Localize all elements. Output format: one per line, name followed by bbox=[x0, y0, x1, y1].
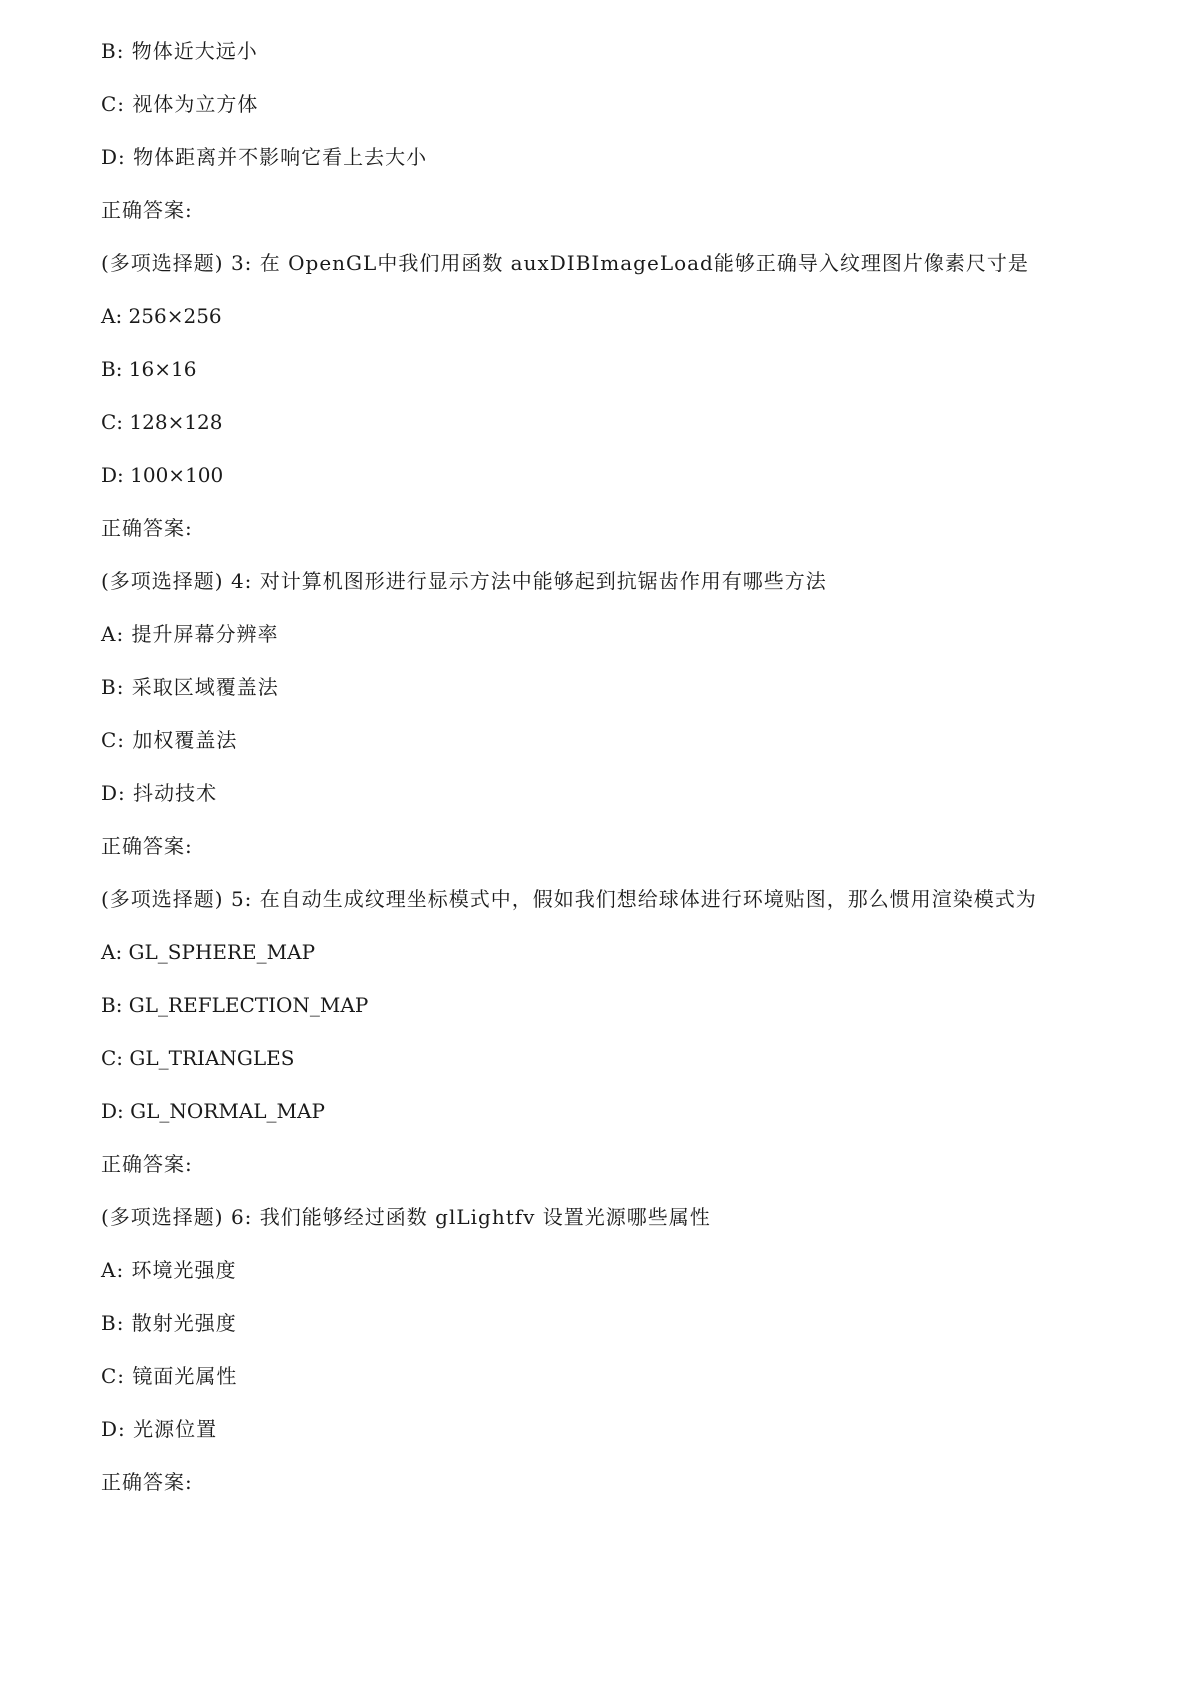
option-a-q5: A: GL_SPHERE_MAP bbox=[101, 940, 316, 964]
option-d-q6: D: 光源位置 bbox=[101, 1417, 218, 1441]
question-6: (多项选择题) 6: 我们能够经过函数 glLightfv 设置光源哪些属性 bbox=[101, 1205, 711, 1229]
option-a-q6: A: 环境光强度 bbox=[101, 1258, 237, 1282]
answer-label-q6: 正确答案: bbox=[101, 1470, 193, 1494]
option-c-q4: C: 加权覆盖法 bbox=[101, 728, 238, 752]
option-b-q4: B: 采取区域覆盖法 bbox=[101, 675, 279, 699]
option-d-q3: D: 100×100 bbox=[101, 463, 224, 487]
question-4: (多项选择题) 4: 对计算机图形进行显示方法中能够起到抗锯齿作用有哪些方法 bbox=[101, 569, 827, 593]
answer-label-q3: 正确答案: bbox=[101, 516, 193, 540]
answer-label-q2: 正确答案: bbox=[101, 198, 193, 222]
option-c-q5: C: GL_TRIANGLES bbox=[101, 1046, 295, 1070]
option-a-q4: A: 提升屏幕分辨率 bbox=[101, 622, 279, 646]
option-c-q3: C: 128×128 bbox=[101, 410, 223, 434]
option-d-q5: D: GL_NORMAL_MAP bbox=[101, 1099, 325, 1123]
option-a-q3: A: 256×256 bbox=[101, 304, 222, 328]
option-b-q3: B: 16×16 bbox=[101, 357, 197, 381]
answer-label-q5: 正确答案: bbox=[101, 1152, 193, 1176]
option-b-q6: B: 散射光强度 bbox=[101, 1311, 237, 1335]
option-c-q2: C: 视体为立方体 bbox=[101, 92, 259, 116]
option-d-q2: D: 物体距离并不影响它看上去大小 bbox=[101, 145, 428, 169]
option-b-q2: B: 物体近大远小 bbox=[101, 39, 258, 63]
option-b-q5: B: GL_REFLECTION_MAP bbox=[101, 993, 369, 1017]
question-5: (多项选择题) 5: 在自动生成纹理坐标模式中，假如我们想给球体进行环境贴图，那么惯用渲染模式为 bbox=[101, 887, 1037, 911]
question-3: (多项选择题) 3: 在 OpenGL中我们用函数 auxDIBImageLoad能够正确导入纹理图片像素尺寸是 bbox=[101, 251, 1029, 275]
option-c-q6: C: 镜面光属性 bbox=[101, 1364, 238, 1388]
answer-label-q4: 正确答案: bbox=[101, 834, 193, 858]
option-d-q4: D: 抖动技术 bbox=[101, 781, 218, 805]
